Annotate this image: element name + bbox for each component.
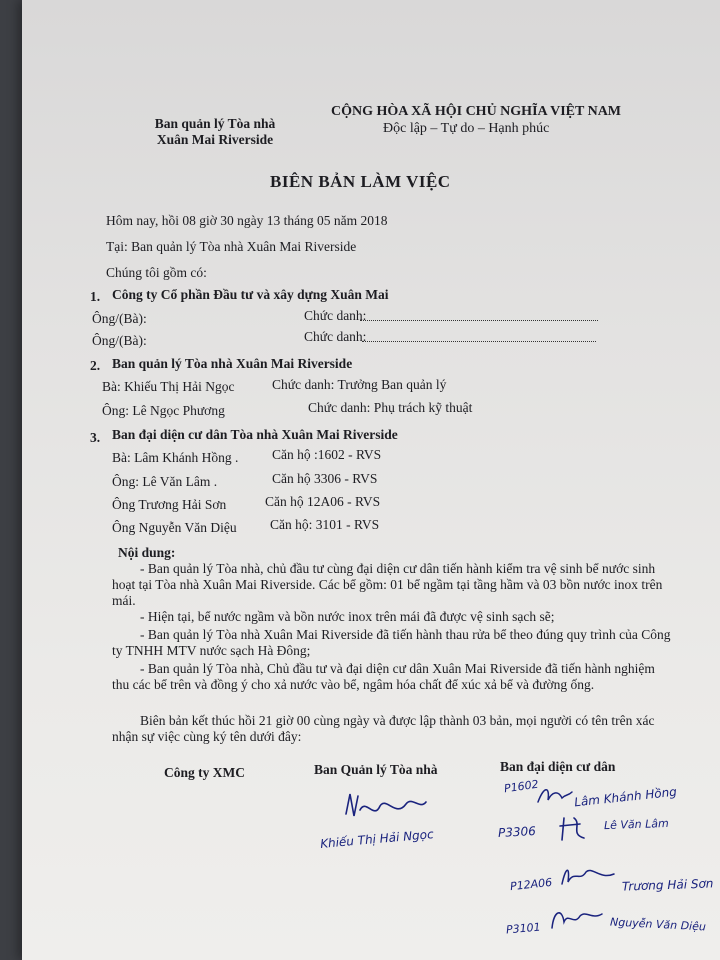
section-1-row-1-name: Ông/(Bà):	[92, 311, 147, 326]
section-3-row-4-name: Ông Nguyễn Văn Diệu	[112, 520, 237, 535]
section-3-row-2-name: Ông: Lê Văn Lâm .	[112, 474, 218, 489]
signature-col-bql: Ban Quản lý Tòa nhà	[314, 762, 438, 777]
content-closing: Biên bản kết thúc hồi 21 giờ 00 cùng ngày và được lập thành 03 bản, mọi người có tên trên xác nhận sự việc cùng ký tên dưới đây:	[112, 713, 655, 744]
bql-handwritten-name: Khiếu Thị Hải Ngọc	[319, 827, 435, 851]
resident-4-signature-mark	[548, 904, 606, 934]
content-paragraph-3: - Ban quản lý Tòa nhà Xuân Mai Riverside đã tiến hành thau rửa bể theo đúng quy trình của Công ty TNHH MTV nước sạch Hà Đông;	[112, 627, 671, 658]
document-page	[22, 0, 720, 960]
header-org-line1: Ban quản lý Tòa nhà	[154, 116, 276, 131]
resident-3-signature-mark	[558, 862, 618, 890]
resident-2-signature-mark	[556, 814, 592, 844]
section-1-heading: Công ty Cổ phần Đầu tư và xây dựng Xuân Mai	[112, 287, 389, 302]
section-3-row-2-role: Căn hộ 3306 - RVS	[272, 471, 378, 486]
intro-place: Tại: Ban quản lý Tòa nhà Xuân Mai Riverside	[106, 239, 357, 254]
section-2-number: 2.	[90, 358, 101, 373]
resident-2-apartment: P3306	[497, 824, 537, 840]
bql-signature-mark	[340, 790, 430, 824]
header-nation: CỘNG HÒA XÃ HỘI CHỦ NGHĨA VIỆT NAM	[331, 104, 622, 119]
content-heading: Nội dung:	[118, 545, 176, 560]
section-2-row-2-role: Chức danh: Phụ trách kỹ thuật	[308, 400, 473, 415]
content-paragraph-1: - Ban quản lý Tòa nhà, chủ đầu tư cùng đại diện cư dân tiến hành kiểm tra vệ sinh bể nước sinh hoạt tại Tòa nhà Xuân Mai Riverside. Các bể gồm: 01 bể ngầm tại tầng hầm và 03 bồn nước inox trên mái.	[112, 561, 663, 608]
section-3-row-3-role: Căn hộ 12A06 - RVS	[265, 494, 381, 509]
resident-4-name: Nguyễn Văn Diệu	[609, 915, 707, 934]
section-3-row-1-name: Bà: Lâm Khánh Hồng .	[112, 450, 239, 465]
section-1-number: 1.	[90, 289, 101, 304]
section-2-row-1-role: Chức danh: Trưởng Ban quản lý	[272, 377, 447, 392]
resident-4-apartment: P3101	[505, 920, 542, 937]
section-1-row-1-blank	[360, 320, 598, 321]
resident-1-signature-mark	[534, 784, 574, 808]
content-paragraph-4: - Ban quản lý Tòa nhà, Chủ đầu tư và đại diện cư dân Xuân Mai Riverside đã tiến hành nghiệm thu các bể trên và đồng ý cho xả nước vào bể, ngâm hóa chất để xúc xả bể và đường ống.	[112, 661, 655, 692]
section-3-number: 3.	[90, 430, 101, 445]
header-motto: Độc lập – Tự do – Hạnh phúc	[383, 121, 550, 136]
section-3-row-1-role: Căn hộ :1602 - RVS	[272, 447, 382, 462]
section-2-heading: Ban quản lý Tòa nhà Xuân Mai Riverside	[112, 356, 353, 371]
section-2-row-1-name: Bà: Khiếu Thị Hải Ngọc	[102, 379, 235, 394]
resident-1-name: Lâm Khánh Hồng	[573, 784, 678, 810]
section-2-row-2-name: Ông: Lê Ngọc Phương	[102, 403, 225, 418]
signature-col-residents: Ban đại diện cư dân	[500, 759, 616, 774]
section-1-row-2-blank	[362, 341, 596, 342]
document-title: BIÊN BẢN LÀM VIỆC	[270, 172, 451, 191]
section-3-heading: Ban đại diện cư dân Tòa nhà Xuân Mai Riverside	[112, 427, 398, 442]
section-3-row-4-role: Căn hộ: 3101 - RVS	[270, 517, 380, 532]
resident-3-apartment: P12A06	[509, 875, 553, 894]
section-1-row-2-role: Chức danh:	[304, 329, 367, 344]
signature-col-xmc: Công ty XMC	[164, 765, 245, 780]
resident-2-name: Lê Văn Lâm	[603, 816, 669, 833]
resident-1-apartment: P1602	[503, 777, 540, 796]
header-org-line2: Xuân Mai Riverside	[156, 132, 274, 147]
resident-3-name: Trương Hải Sơn	[621, 876, 714, 894]
intro-members: Chúng tôi gồm có:	[106, 265, 207, 280]
section-1-row-1-role: Chức danh:	[304, 308, 367, 323]
intro-date: Hôm nay, hồi 08 giờ 30 ngày 13 tháng 05 năm 2018	[106, 213, 388, 228]
section-1-row-2-name: Ông/(Bà):	[92, 333, 147, 348]
content-paragraph-2: - Hiện tại, bể nước ngầm và bồn nước inox trên mái đã được vệ sinh sạch sẽ;	[140, 609, 555, 624]
section-3-row-3-name: Ông Trương Hải Sơn	[112, 497, 227, 512]
